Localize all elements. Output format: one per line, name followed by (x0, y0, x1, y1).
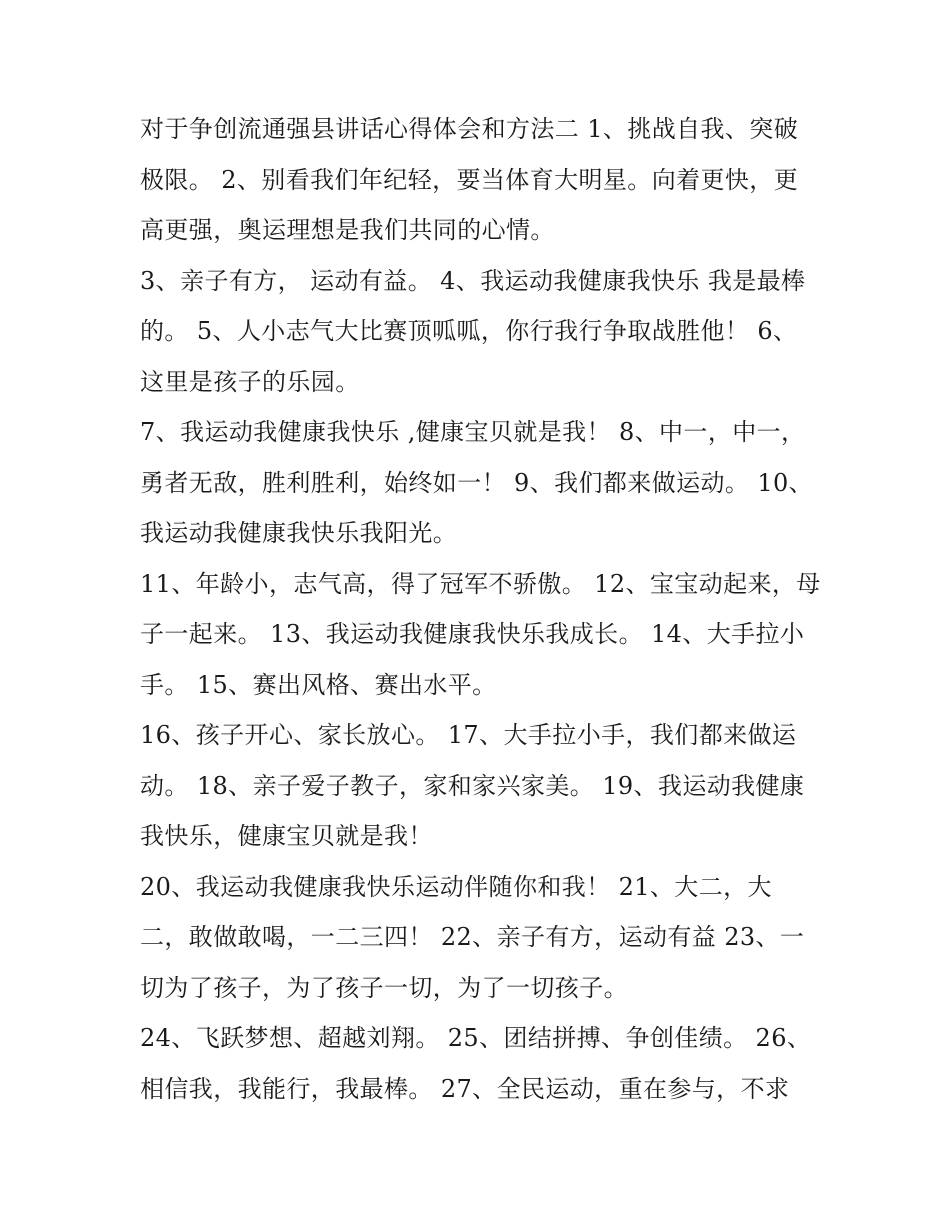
text-line: 手。 15、赛出风格、赛出水平。 (140, 670, 497, 699)
text-line: 相信我，我能行，我最棒。 27、全民运动，重在参与，不求 (140, 1074, 790, 1103)
text-line: 对于争创流通强县讲话心得体会和方法二 1、挑战自我、突破 (140, 115, 799, 143)
text-line: 11、年龄小，志气高，得了冠军不骄傲。 12、宝宝动起来，母 (140, 569, 821, 598)
text-line: 极限。 2、别看我们年纪轻，要当体育大明星。向着更快，更 (140, 165, 799, 194)
text-line: 我运动我健康我快乐我阳光。 (140, 519, 458, 547)
text-line: 20、我运动我健康我快乐运动伴随你和我！ 21、大二，大 (140, 872, 772, 901)
text-line: 我快乐，健康宝贝就是我！ (140, 822, 433, 850)
text-line: 动。 18、亲子爱子教子，家和家兴家美。 19、我运动我健康 (140, 771, 805, 800)
text-line: 24、飞跃梦想、超越刘翔。 25、团结拼搏、争创佳绩。 26、 (140, 1024, 812, 1052)
text-line: 子一起来。 13、我运动我健康我快乐我成长。 14、大手拉小 (140, 620, 805, 648)
text-line: 勇者无敌，胜利胜利，始终如一！ 9、我们都来做运动。 10、 (140, 468, 814, 497)
text-line: 3、亲子有方， 运动有益。 4、我运动我健康我快乐 我是最棒 (140, 266, 806, 295)
document-body (140, 104, 820, 1114)
text-line: 切为了孩子，为了孩子一切，为了一切孩子。 (140, 973, 628, 1002)
text-line: 的。 5、人小志气大比赛顶呱呱，你行我行争取战胜他！ 6、 (140, 317, 798, 345)
text-line: 7、我运动我健康我快乐 ,健康宝贝就是我！ 8、中一，中一， (140, 418, 806, 446)
text-line: 这里是孩子的乐园。 (140, 367, 360, 396)
text-line: 16、孩子开心、家长放心。 17、大手拉小手，我们都来做运 (140, 721, 797, 749)
text-line: 高更强，奥运理想是我们共同的心情。 (140, 216, 555, 244)
text-line: 二，敢做敢喝，一二三四！ 22、亲子有方，运动有益 23、一 (140, 923, 805, 951)
